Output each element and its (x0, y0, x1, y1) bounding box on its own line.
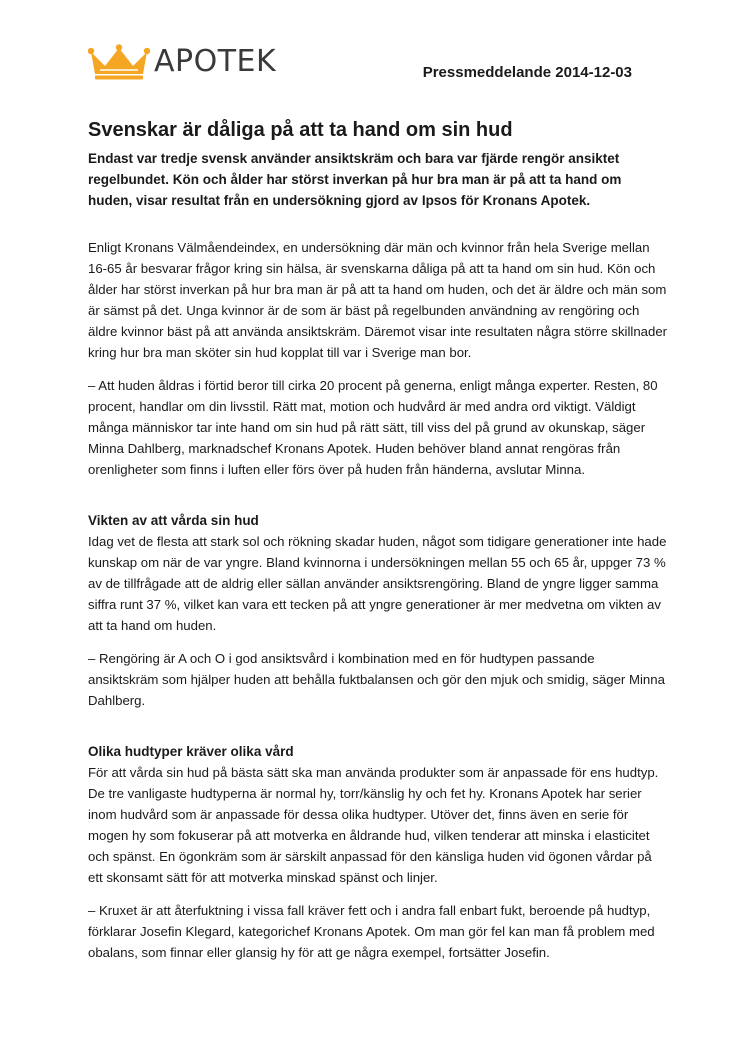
article-body (88, 118, 668, 975)
paragraph: Enligt Kronans Välmåendeindex, en undersökning där män och kvinnor från hela Sverige mellan 16-65 år besvarar frågor kring sin hälsa, är svenskarna dåliga på att ta hand om sin hud. Kön och ålder har störst inverkan på hur bra man är på att ta hand om huden, och det är äldre och män som är sämst på det. Unga kvinnor är de som är bäst på regelbunden användning av rengöring och äldre kvinnor bäst på att använda ansiktskräm. Däremot visar inte resultaten några större skillnader kring hur bra man sköter sin hud kopplat till var i Sverige man bor. (88, 240, 668, 360)
crown-icon (88, 44, 150, 80)
section-heading: Olika hudtyper kräver olika vård (88, 744, 294, 759)
article-title: Svenskar är dåliga på att ta hand om sin hud (88, 119, 513, 141)
paragraph: – Kruxet är att återfuktning i vissa fall kräver fett och i andra fall enbart fukt, beroende på hudtyp, förklarar Josefin Klegard, kategorichef Kronans Apotek. Om man gör fel kan man få problem med obalans, som finnar eller glansig hy för att ge några exempel, fortsätter Josefin. (88, 903, 655, 960)
apotek-logo (88, 42, 276, 82)
page-header (88, 42, 648, 86)
article-lead: Endast var tredje svensk använder ansiktskräm och bara var fjärde rengör ansiktet regelbundet. Kön och ålder har störst inverkan på hur bra man är på att ta hand om huden, visar resultat från en undersökning gjord av Ipsos för Kronans Apotek. (88, 151, 622, 208)
press-release-date: Pressmeddelande 2014-12-03 (422, 64, 632, 81)
section-heading: Vikten av att vårda sin hud (88, 513, 259, 528)
logo-text: APOTEK (154, 44, 277, 79)
paragraph: – Rengöring är A och O i god ansiktsvård i kombination med en för hudtypen passande ansiktskräm som hjälper huden att behålla fuktbalansen och gör den mjuk och smidig, säger Minna Dahlberg. (88, 651, 665, 708)
paragraph: Idag vet de flesta att stark sol och rökning skadar huden, något som tidigare generationer inte hade kunskap om när de var yngre. Bland kvinnorna i undersökningen mellan 55 och 65 år, uppger 73 % av de tillfrågade att de aldrig eller sällan använder ansiktsrengöring. Bland de yngre ligger samma siffra runt 37 %, vilket kan vara ett tecken på att yngre generationer är mer medvetna om vikten av att ta hand om huden. (88, 534, 667, 633)
paragraph: – Att huden åldras i förtid beror till cirka 20 procent på generna, enligt många experter. Resten, 80 procent, handlar om din livsstil. Rätt mat, motion och hudvård är med andra ord viktigt. Väldigt många människor tar inte hand om sin hud på rätt sätt, till viss del på grund av okunskap, säger Minna Dahlberg, marknadschef Kronans Apotek. Huden behöver bland annat rengöras från orenligheter som finns i luften eller förs över på huden från händerna, avslutar Minna. (88, 378, 658, 477)
paragraph: För att vårda sin hud på bästa sätt ska man använda produkter som är anpassade för ens hudtyp. De tre vanligaste hudtyperna är normal hy, torr/känslig hy och fet hy. Kronans Apotek har serier inom hudvård som är anpassade för dessa olika hudtyper. Utöver det, finns även en serie för mogen hy som fokuserar på att motverka en åldrande hud, vilken tenderar att minska i elasticitet och spänst. En ögonkräm som är särskilt anpassad för den känsliga huden vid ögonen vårdar på ett skonsamt sätt för att motverka minskad spänst och linjer. (88, 765, 659, 885)
